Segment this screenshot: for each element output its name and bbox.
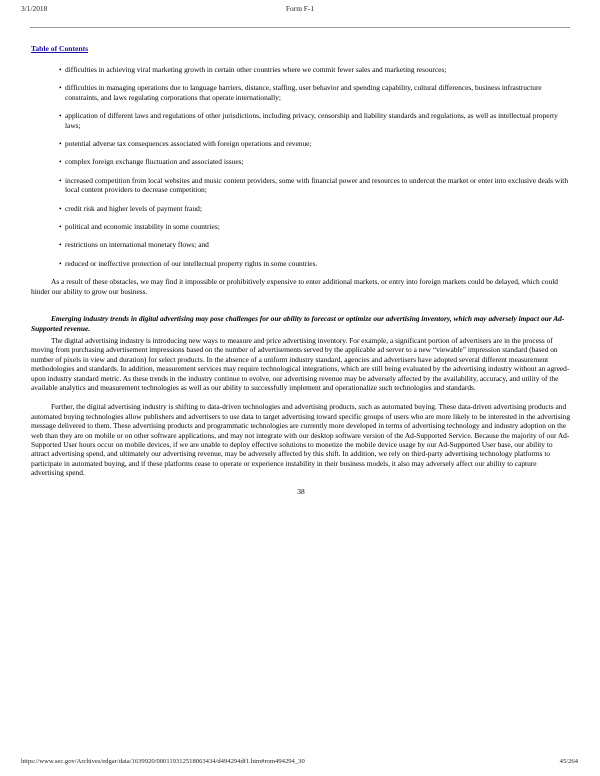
page-number: 38 [297,486,305,496]
risk-bullet-list [31,65,571,268]
section-heading: Emerging industry trends in digital advertising may pose challenges for our ability to forecast or optimize our advertising inventory, which may adversely impact our Ad-Supported revenue. [31,314,565,333]
bullet-icon: • [59,240,62,250]
bullet-icon: • [59,83,62,93]
list-item: • reduced or ineffective protection of our intellectual property rights in some countries. [59,258,318,268]
header-divider [30,27,570,28]
bullet-icon: • [59,175,62,185]
document-title: Form F-1 [285,4,315,13]
list-item: • potential adverse tax consequences associated with foreign operations and revenue; [59,139,312,149]
bullet-icon: • [59,258,62,268]
list-item: • difficulties in achieving viral marketing growth in certain other countries where we commit fewer sales and marketing resources; [59,65,447,74]
list-item: • increased competition from local websites and music content providers, some with financial power and resources to undercut the market or enter into exclusive deals with local content providers to decrease competition; [59,175,569,195]
table-of-contents-link[interactable]: Table of Contents [31,44,89,53]
bullet-icon: • [59,222,62,232]
bullet-icon: • [59,65,62,74]
bullet-icon: • [59,203,62,213]
print-date: 3/1/2018 [21,4,48,13]
list-item: • application of different laws and regulations of other jurisdictions, including privacy, censorship and liability standards and regulations, as well as intellectual property laws; [59,111,558,130]
list-item: • political and economic instability in some countries; [59,222,220,232]
source-url: https://www.sec.gov/Archives/edgar/data/1639920/000119312518063434/d494294df1.htm#rom494294_30 [21,758,305,765]
bullet-icon: • [59,111,62,121]
document-body [31,65,571,496]
body-paragraph: Further, the digital advertising industry is shifting to data-driven technologies and advertising products, such as automated buying. These data-driven advertising products and automated buying technologies allow publishers and advertisers to use data to target advertising toward specific groups of users who are more likely to be interested in the advertising message delivered to them. These advertising products and programmatic technologies are currently more developed in terms of advertising technology and industry adoption on the web than they are on mobile or on other software applications, and may not integrate with our desktop software version of the Ad-Supported Service. Because the majority of our Ad-Supported User hours occur on mobile devices, if we are unable to deploy effective solutions to monetize the mobile device usage by our Ad-Supported User base, our ability to attract advertising spend, and ultimately our advertising revenue, may be adversely affected by this shift. In addition, we rely on third-party advertising technology platforms to participate in automated buying, and if these platforms cease to operate or experience instability in their business models, it also may adversely affect our ability to capture advertising spend. [31,402,571,478]
list-item: • credit risk and higher levels of payment fraud; [59,203,202,213]
obstacles-paragraph: As a result of these obstacles, we may find it impossible or prohibitively expensive to enter additional markets, or entry into foreign markets could be delayed, which could hinder our ability to grow our business. [31,277,558,296]
bullet-icon: • [59,139,62,149]
list-item: • difficulties in managing operations due to language barriers, distance, staffing, user behavior and spending capability, cultural differences, business infrastructure constraints, and laws regulating corporations that operate internationally; [59,83,542,102]
list-item: • complex foreign exchange fluctuation and associated issues; [59,157,244,167]
bullet-icon: • [59,157,62,167]
page-counter: 45/264 [559,758,578,765]
list-item: • restrictions on international monetary flows; and [59,240,209,250]
body-paragraph: The digital advertising industry is introducing new ways to measure and price advertising inventory. For example, a significant portion of advertisers are in the process of moving from purchasing advertisement impressions based on the number of advertisements served by the applicable ad server to a new “viewable” impression standard (based on number of pixels in view and duration) for select products. In the absence of a uniform industry standard, agencies and advertisers have adopted several different measurement methodologies and standards. In addition, measurement services may require technological integrations, which are still being evaluated by the advertising industry without an agreed-upon industry standard metric. As these trends in the industry continue to evolve, our advertising revenue may be adversely affected by the availability, accuracy, and utility of the available analytics and measurement technologies as well as our ability to successfully implement and operationalize such technologies and standards. [31,335,570,392]
